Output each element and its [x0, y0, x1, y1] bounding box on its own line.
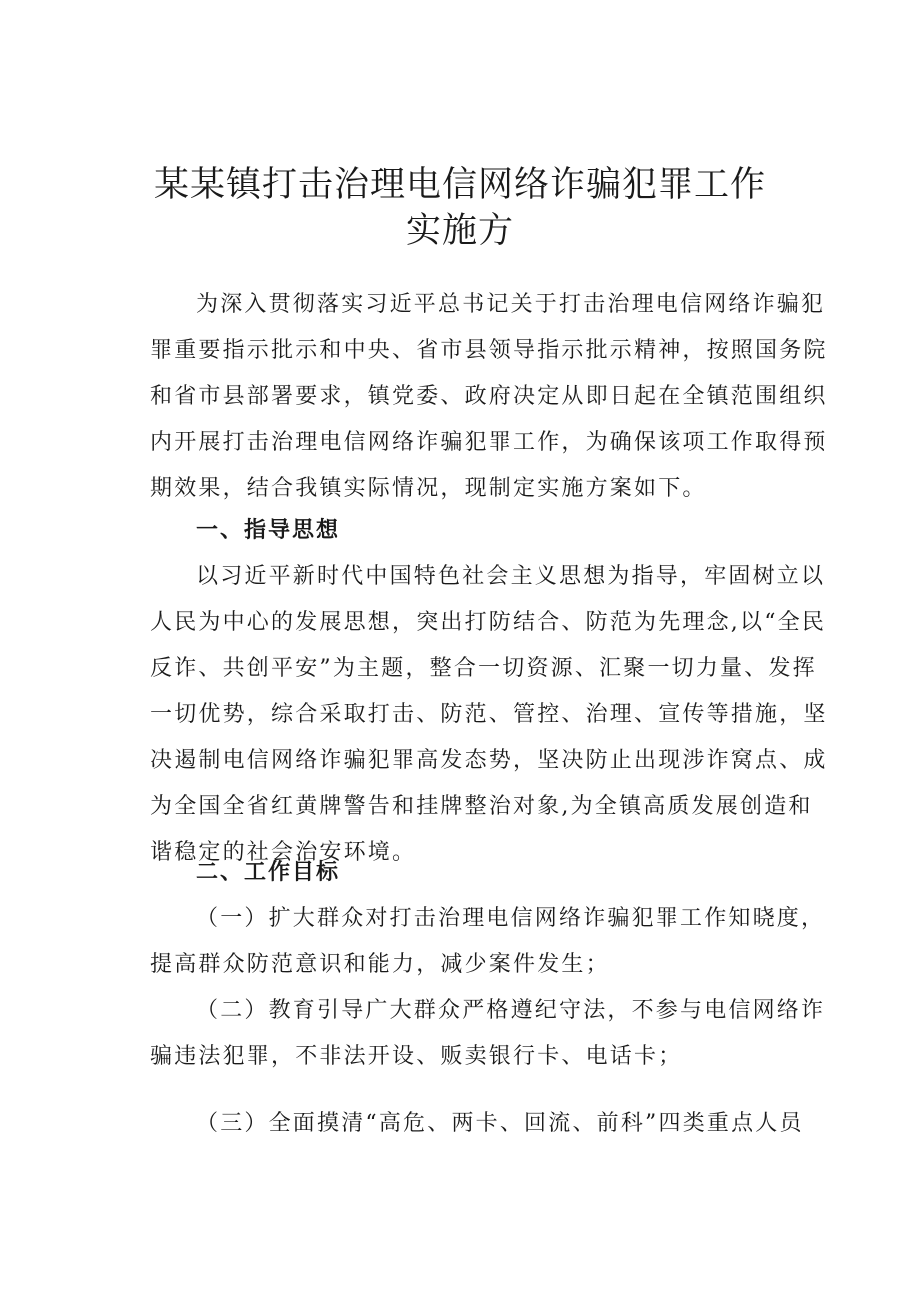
goal-item-1-line-2: 提高群众防范意识和能力，减少案件发生；: [150, 952, 610, 977]
goal-item-2-line-2: 骗违法犯罪，不非法开设、贩卖银行卡、电话卡；: [150, 1044, 683, 1069]
intro-line: 内开展打击治理电信网络诈骗犯罪工作，为确保该项工作取得预: [150, 430, 828, 455]
intro-line: 为深入贯彻落实习近平总书记关于打击治理电信网络诈骗犯: [196, 292, 826, 317]
section-heading-guiding-ideology: 一、指导思想: [196, 518, 341, 543]
document-title-line-2: 实施方: [405, 211, 514, 251]
section1-line: 一切优势，综合采取打击、防范、管控、治理、宣传等措施，坚: [150, 702, 828, 727]
intro-line: 罪重要指示批示和中央、省市县领导指示批示精神，按照国务院: [150, 338, 828, 363]
section1-line: 谐稳定的社会治安环境。: [150, 840, 417, 865]
section1-line: 决遏制电信网络诈骗犯罪高发态势，坚决防止出现涉诈窝点、成: [150, 748, 828, 773]
document-title-line-1: 某某镇打击治理电信网络诈骗犯罪工作: [153, 165, 766, 205]
intro-line: 期效果，结合我镇实际情况，现制定实施方案如下。: [150, 476, 707, 501]
section1-line: 反诈、共创平安”为主题，整合一切资源、汇聚一切力量、发挥: [150, 656, 817, 681]
section1-line: 以习近平新时代中国特色社会主义思想为指导，牢固树立以: [196, 564, 826, 589]
section-heading-work-goals: 二、工作目标: [196, 860, 341, 885]
goal-item-2-line-1: （二）教育引导广大群众严格遵纪守法，不参与电信网络诈: [196, 998, 826, 1023]
goal-item-3-line-1: （三）全面摸清“高危、两卡、回流、前科”四类重点人员: [196, 1111, 804, 1136]
section1-line: 人民为中心的发展思想，突出打防结合、防范为先理念,以“全民: [150, 610, 827, 635]
goal-item-1-line-1: （一）扩大群众对打击治理电信网络诈骗犯罪工作知晓度，: [196, 906, 826, 931]
section1-line: 为全国全省红黄牌警告和挂牌整治对象,为全镇高质发展创造和: [150, 794, 813, 819]
intro-line: 和省市县部署要求，镇党委、政府决定从即日起在全镇范围组织: [150, 384, 828, 409]
